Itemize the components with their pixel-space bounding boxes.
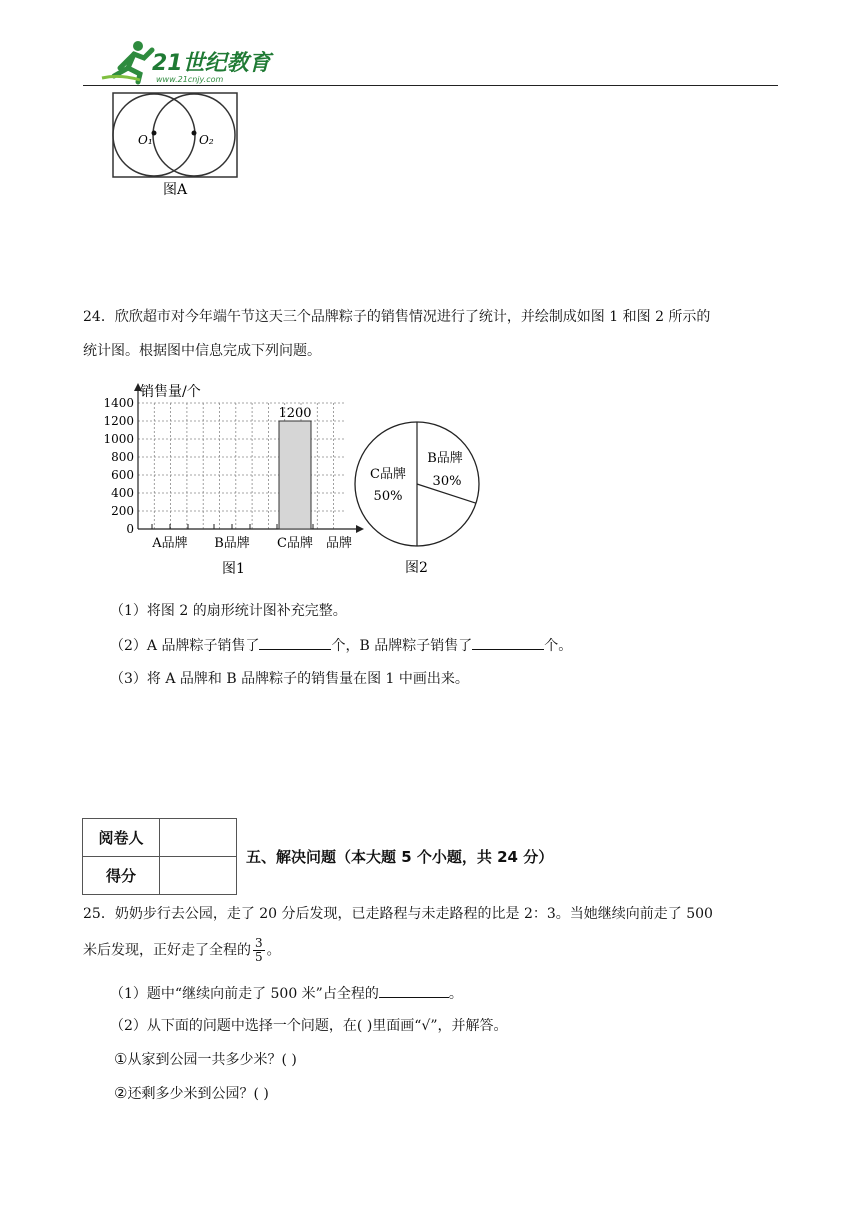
chart-ylabel: 销售量/个 xyxy=(140,384,201,400)
y-tick-label: 1000 xyxy=(103,432,134,446)
q25-option-1 xyxy=(114,1049,297,1070)
q25-text-line1: 25．奶奶步行去公园，走了 20 分后发现，已走路程与未走路程的比是 2：3。当她继续向前走了 500 xyxy=(83,906,713,922)
y-tick-label: 400 xyxy=(111,486,134,500)
bar-data-label: 1200 xyxy=(278,406,312,421)
fraction-denominator: 5 xyxy=(255,950,263,964)
q24-sub2-b: 个，B 品牌粽子销售了 xyxy=(331,638,473,654)
logo-text: 21世纪教育 xyxy=(152,51,271,76)
pie-slice-name: B品牌 xyxy=(427,451,463,466)
option-2-text[interactable]: 还剩多少米到公园？( ) xyxy=(127,1086,269,1102)
pie-slice-percent: 30% xyxy=(432,474,462,489)
pie-chart-figure-2 xyxy=(350,420,485,585)
option-1-text[interactable]: 从家到公园一共多少米？( ) xyxy=(127,1052,297,1068)
y-tick-label: 600 xyxy=(111,468,134,482)
circled-one: ① xyxy=(114,1050,128,1068)
y-tick-label: 1400 xyxy=(103,396,134,410)
section-5-title: 五、解决问题（本大题 5 个小题，共 24 分） xyxy=(246,848,554,866)
y-tick-label: 1200 xyxy=(103,414,134,428)
x-tick-label: A品牌 xyxy=(152,536,188,551)
x-tick-label: C品牌 xyxy=(277,536,313,551)
logo-url: www.21cnjy.com xyxy=(156,75,224,84)
q25-text-line2 xyxy=(83,937,281,964)
q25-line2-b: 。 xyxy=(266,942,281,959)
q25-option-2 xyxy=(114,1083,269,1104)
pie-slice-name: C品牌 xyxy=(370,467,406,482)
q24-sub3: （3）将 A 品牌和 B 品牌粽子的销售量在图 1 中画出来。 xyxy=(110,671,469,687)
site-logo xyxy=(100,38,280,86)
runner-icon xyxy=(102,41,152,82)
bar-chart-figure-1 xyxy=(100,375,375,585)
q25-sub1-a: （1）题中“继续向前走了 500 米”占全程的 xyxy=(110,986,379,1002)
answer-blank-b[interactable] xyxy=(472,635,544,650)
q24-sub2 xyxy=(110,635,572,656)
answer-blank-a[interactable] xyxy=(259,635,331,650)
answer-blank-c[interactable] xyxy=(379,983,449,998)
figure-a-caption: 图A xyxy=(163,182,188,198)
o1-label: O₁ xyxy=(138,133,153,147)
q24-sub2-a: （2）A 品牌粽子销售了 xyxy=(110,638,260,654)
chart-xlabel: 品牌 xyxy=(326,536,353,551)
y-tick-label: 200 xyxy=(111,504,134,518)
o2-label: O₂ xyxy=(199,133,214,147)
q24-text-line1: 24．欣欣超市对今年端午节这天三个品牌粽子的销售情况进行了统计，并绘制成如图 1 和图 2 所示的 xyxy=(83,309,711,325)
chart-caption: 图1 xyxy=(222,561,245,577)
circled-two: ② xyxy=(114,1084,128,1102)
q25-sub1-b: 。 xyxy=(448,986,463,1002)
q25-line2-a: 米后发现，正好走了全程的 xyxy=(83,942,251,959)
q24-sub2-c: 个。 xyxy=(544,638,573,654)
y-tick-label: 800 xyxy=(111,450,134,464)
figure-a xyxy=(108,88,243,200)
bar xyxy=(279,421,311,529)
q25-sub2: （2）从下面的问题中选择一个问题，在( )里面画“√”，并解答。 xyxy=(110,1018,508,1034)
reviewer-cell[interactable] xyxy=(160,819,237,857)
header-divider xyxy=(83,85,778,86)
score-table xyxy=(82,818,237,895)
y-tick-label: 0 xyxy=(126,522,134,536)
q24-sub1: （1）将图 2 的扇形统计图补充完整。 xyxy=(110,603,347,619)
reviewer-label: 阅卷人 xyxy=(83,819,160,857)
fraction-numerator: 3 xyxy=(255,936,263,950)
pie-caption: 图2 xyxy=(405,560,428,576)
q24-text-line2: 统计图。根据图中信息完成下列问题。 xyxy=(83,343,321,359)
q25-sub1 xyxy=(110,983,463,1004)
x-tick-label: B品牌 xyxy=(214,536,250,551)
score-cell[interactable] xyxy=(160,857,237,895)
pie-slice-percent: 50% xyxy=(373,489,403,504)
score-label: 得分 xyxy=(83,857,160,895)
fraction-three-fifths xyxy=(253,937,265,964)
